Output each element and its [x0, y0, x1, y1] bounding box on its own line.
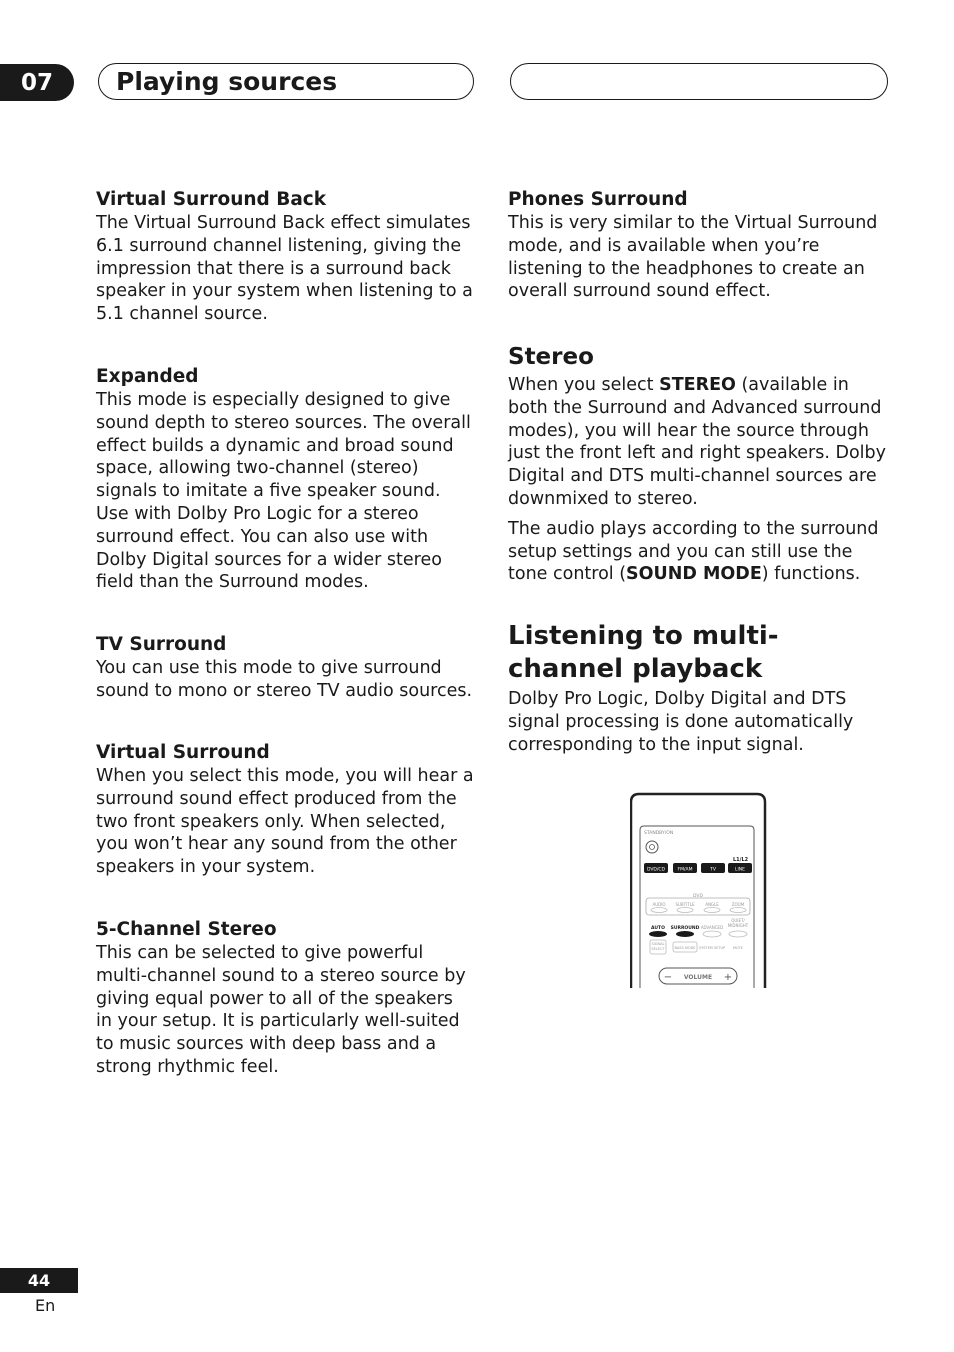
virtual-surround-back-section: [96, 188, 474, 326]
remote-tv-label: TV: [710, 867, 716, 873]
heading-stereo: Stereo: [508, 344, 594, 370]
remote-bass-label: BASS MODE: [674, 946, 696, 950]
stereo-section: [508, 343, 888, 586]
remote-auto-label: AUTO: [651, 926, 665, 931]
text-five-channel-stereo: This can be selected to give powerful multi-channel sound to a stereo source by giving equal power to all of the speakers in your setup. It is particularly well-suited to music sources with deep bass and a strong rhythmic feel.: [96, 943, 466, 1077]
remote-setup-label: SYSTEM SETUP: [698, 946, 726, 950]
text-stereo-2: [508, 518, 888, 586]
chapter-number: 07: [0, 64, 74, 101]
page-number: 44: [0, 1268, 78, 1293]
remote-dvdcd-label: DVD/CD: [646, 867, 666, 873]
heading-expanded: Expanded: [96, 366, 199, 387]
remote-advanced-label: ADVANCED: [700, 925, 724, 930]
text-listening: Dolby Pro Logic, Dolby Digital and DTS signal processing is done automatically corresponding to the input signal.: [508, 689, 854, 755]
heading-five-channel-stereo: 5-Channel Stereo: [96, 919, 277, 940]
text-phones-surround: This is very similar to the Virtual Surround mode, and is available when you’re listening to the headphones to create an overall surround sound effect.: [508, 213, 878, 302]
remote-volume-minus-icon: −: [663, 972, 673, 983]
remote-dvd-label: DVD: [693, 894, 703, 899]
listening-section: [508, 620, 888, 756]
remote-select-label: SELECT: [651, 947, 665, 951]
language-code: En: [35, 1296, 56, 1315]
heading-virtual-surround: Virtual Surround: [96, 742, 270, 763]
remote-angle-label: ANGLE: [705, 902, 719, 907]
remote-mute-label: MUTE: [733, 946, 743, 950]
heading-phones-surround: Phones Surround: [508, 189, 688, 210]
remote-subtitle-label: SUBTITLE: [675, 902, 695, 907]
remote-btn-surround: [676, 931, 694, 937]
section-title: [98, 63, 474, 100]
stereo-p2-c: ) functions.: [761, 564, 861, 585]
stereo-p1-c: (available in both the Surround and Advanced surround modes), you will hear the source through just the front left and right speakers. Dolby Digital and DTS multi-channel sources are downmixed to stereo.: [508, 375, 886, 509]
text-stereo-1: [508, 374, 888, 511]
five-channel-stereo-section: [96, 918, 474, 1079]
stereo-p1-a: When you select: [508, 375, 660, 395]
header-blank-pill: [510, 63, 888, 100]
remote-surround-label: SURROUND: [670, 926, 700, 931]
remote-line-label: LINE: [734, 867, 746, 873]
remote-standby-label: STANDBY/ON: [644, 831, 674, 836]
remote-volume-label: VOLUME: [683, 974, 713, 981]
remote-signal-label: SIGNAL: [651, 942, 665, 946]
remote-body: [631, 794, 765, 988]
expanded-section: [96, 365, 474, 594]
heading-virtual-surround-back: Virtual Surround Back: [96, 189, 327, 210]
section-title-text: Playing sources: [116, 67, 338, 96]
sound-mode-keyword: SOUND MODE: [626, 564, 762, 585]
tv-surround-section: [96, 633, 474, 703]
remote-control-illustration: [630, 792, 768, 988]
phones-surround-section: [508, 188, 888, 303]
power-icon: [646, 841, 658, 853]
text-expanded: This mode is especially designed to give sound depth to stereo sources. The overall effect builds a dynamic and broad sound space, allowing two-channel (stereo) signals to imitate a five speaker sound. Use with Dolby Pro Logic for a stereo surround effect. You can also use with Dolby Digital sources for a wider stereo field than the Surround modes.: [96, 390, 471, 593]
text-virtual-surround-back: The Virtual Surround Back effect simulates 6.1 surround channel listening, giving the impression that there is a surround back speaker in your system when listening to a 5.1 channel source.: [96, 213, 473, 325]
virtual-surround-section: [96, 741, 474, 879]
heading-listening: Listening to multi-channel playback: [508, 621, 779, 684]
remote-l1l2-label: L1/L2: [733, 857, 749, 863]
remote-volume-plus-icon: +: [723, 972, 733, 983]
remote-midnight-label: MIDNIGHT: [727, 923, 749, 928]
text-virtual-surround: When you select this mode, you will hear a surround sound effect produced from the two front speakers only. When selected, you won’t hear any sound from the other speakers in your system.: [96, 766, 474, 878]
remote-fmam-label: FM/AM: [677, 867, 693, 873]
remote-zoom-label: ZOOM: [731, 902, 745, 907]
stereo-keyword: STEREO: [659, 375, 736, 395]
heading-tv-surround: TV Surround: [96, 634, 227, 655]
remote-btn-auto: [649, 931, 667, 937]
remote-audio-label: AUDIO: [652, 902, 666, 907]
text-tv-surround: You can use this mode to give surround sound to mono or stereo TV audio sources.: [96, 658, 473, 701]
stereo-p2-a: The audio plays according to the surround setup settings and you can still use the tone control (: [508, 518, 879, 585]
remote-quiet-label: QUIET/: [731, 918, 745, 923]
